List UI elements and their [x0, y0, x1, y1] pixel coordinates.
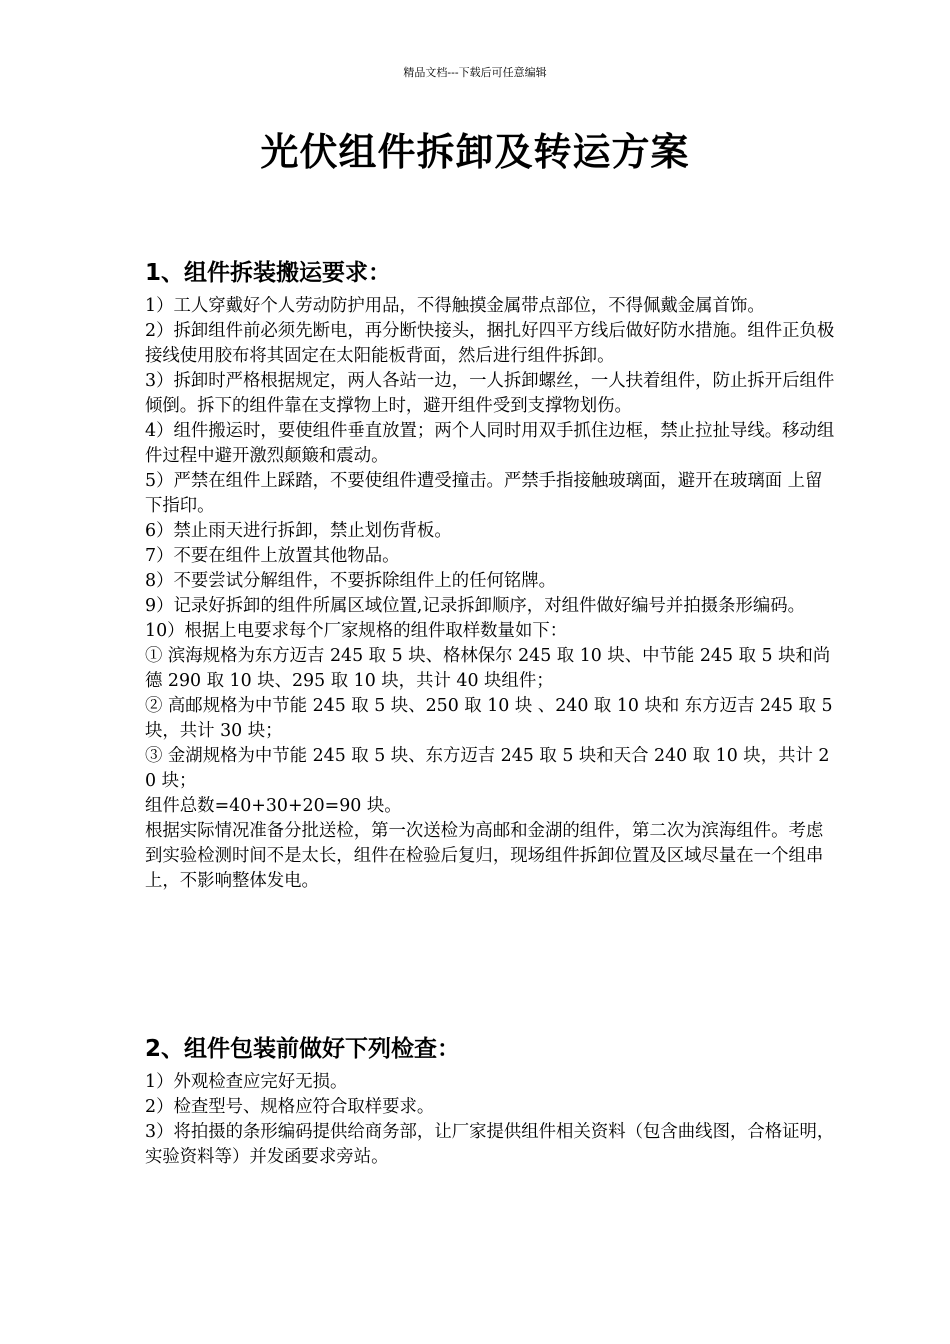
- list-item: 7）不要在组件上放置其他物品。: [145, 546, 400, 566]
- list-item: 3）拆卸时严格根据规定，两人各站一边，一人拆卸螺丝，一人扶着组件，防止拆开后组件倾倒。拆下的组件靠在支撑物上时，避开组件受到支撑物划伤。: [145, 371, 835, 416]
- list-item: ② 高邮规格为中节能 245 取 5 块、250 取 10 块 、240 取 10 块和 东方迈吉 245 取 5 块，共计 30 块；: [145, 696, 833, 741]
- list-item: 10）根据上电要求每个厂家规格的组件取样数量如下：: [145, 621, 568, 641]
- header-note: 精品文档---下载后可任意编辑: [403, 66, 547, 79]
- list-item: 1）外观检查应完好无损。: [145, 1072, 348, 1092]
- list-item: 4）组件搬运时，要使组件垂直放置；两个人同时用双手抓住边框，禁止拉扯导线。移动组件过程中避开激烈颠簸和震动。: [145, 421, 835, 466]
- list-item: 2）检查型号、规格应符合取样要求。: [145, 1097, 435, 1117]
- list-item: 5）严禁在组件上踩踏，不要使组件遭受撞击。严禁手指接触玻璃面，避开在玻璃面 上留下指印。: [145, 471, 823, 516]
- list-item: 3）将拍摄的条形编码提供给商务部，让厂家提供组件相关资料（包含曲线图，合格证明，实验资料等）并发函要求旁站。: [145, 1122, 835, 1167]
- list-item: ③ 金湖规格为中节能 245 取 5 块、东方迈吉 245 取 5 块和天合 240 取 10 块，共计 20 块；: [145, 746, 830, 791]
- list-item: ① 滨海规格为东方迈吉 245 取 5 块、格林保尔 245 取 10 块、中节能 245 取 5 块和尚德 290 取 10 块、295 取 10 块，共计 40 块组件；: [145, 646, 831, 691]
- list-item: 8）不要尝试分解组件，不要拆除组件上的任何铭牌。: [145, 571, 557, 591]
- section-heading: 2、组件包装前做好下列检查：: [145, 1036, 461, 1062]
- section-requirements: [145, 258, 835, 894]
- list-item: 根据实际情况准备分批送检，第一次送检为高邮和金湖的组件，第二次为滨海组件。考虑到实验检测时间不是太长，组件在检验后复归，现场组件拆卸位置及区域尽量在一个组串上，不影响整体发电。: [145, 821, 824, 891]
- section-heading: 1、组件拆装搬运要求：: [145, 260, 392, 286]
- list-item: 组件总数=40+30+20=90 块。: [145, 796, 402, 816]
- list-item: 1）工人穿戴好个人劳动防护用品，不得触摸金属带点部位，不得佩戴金属首饰。: [145, 296, 765, 316]
- list-item: 2）拆卸组件前必须先断电，再分断快接头，捆扎好四平方线后做好防水措施。组件正负极接线使用胶布将其固定在太阳能板背面，然后进行组件拆卸。: [145, 321, 835, 366]
- document-title: 光伏组件拆卸及转运方案: [260, 130, 690, 174]
- list-item: 9）记录好拆卸的组件所属区域位置,记录拆卸顺序，对组件做好编号并拍摄条形编码。: [145, 596, 806, 616]
- section-inspection: [145, 1034, 835, 1170]
- list-item: 6）禁止雨天进行拆卸，禁止划伤背板。: [145, 521, 452, 541]
